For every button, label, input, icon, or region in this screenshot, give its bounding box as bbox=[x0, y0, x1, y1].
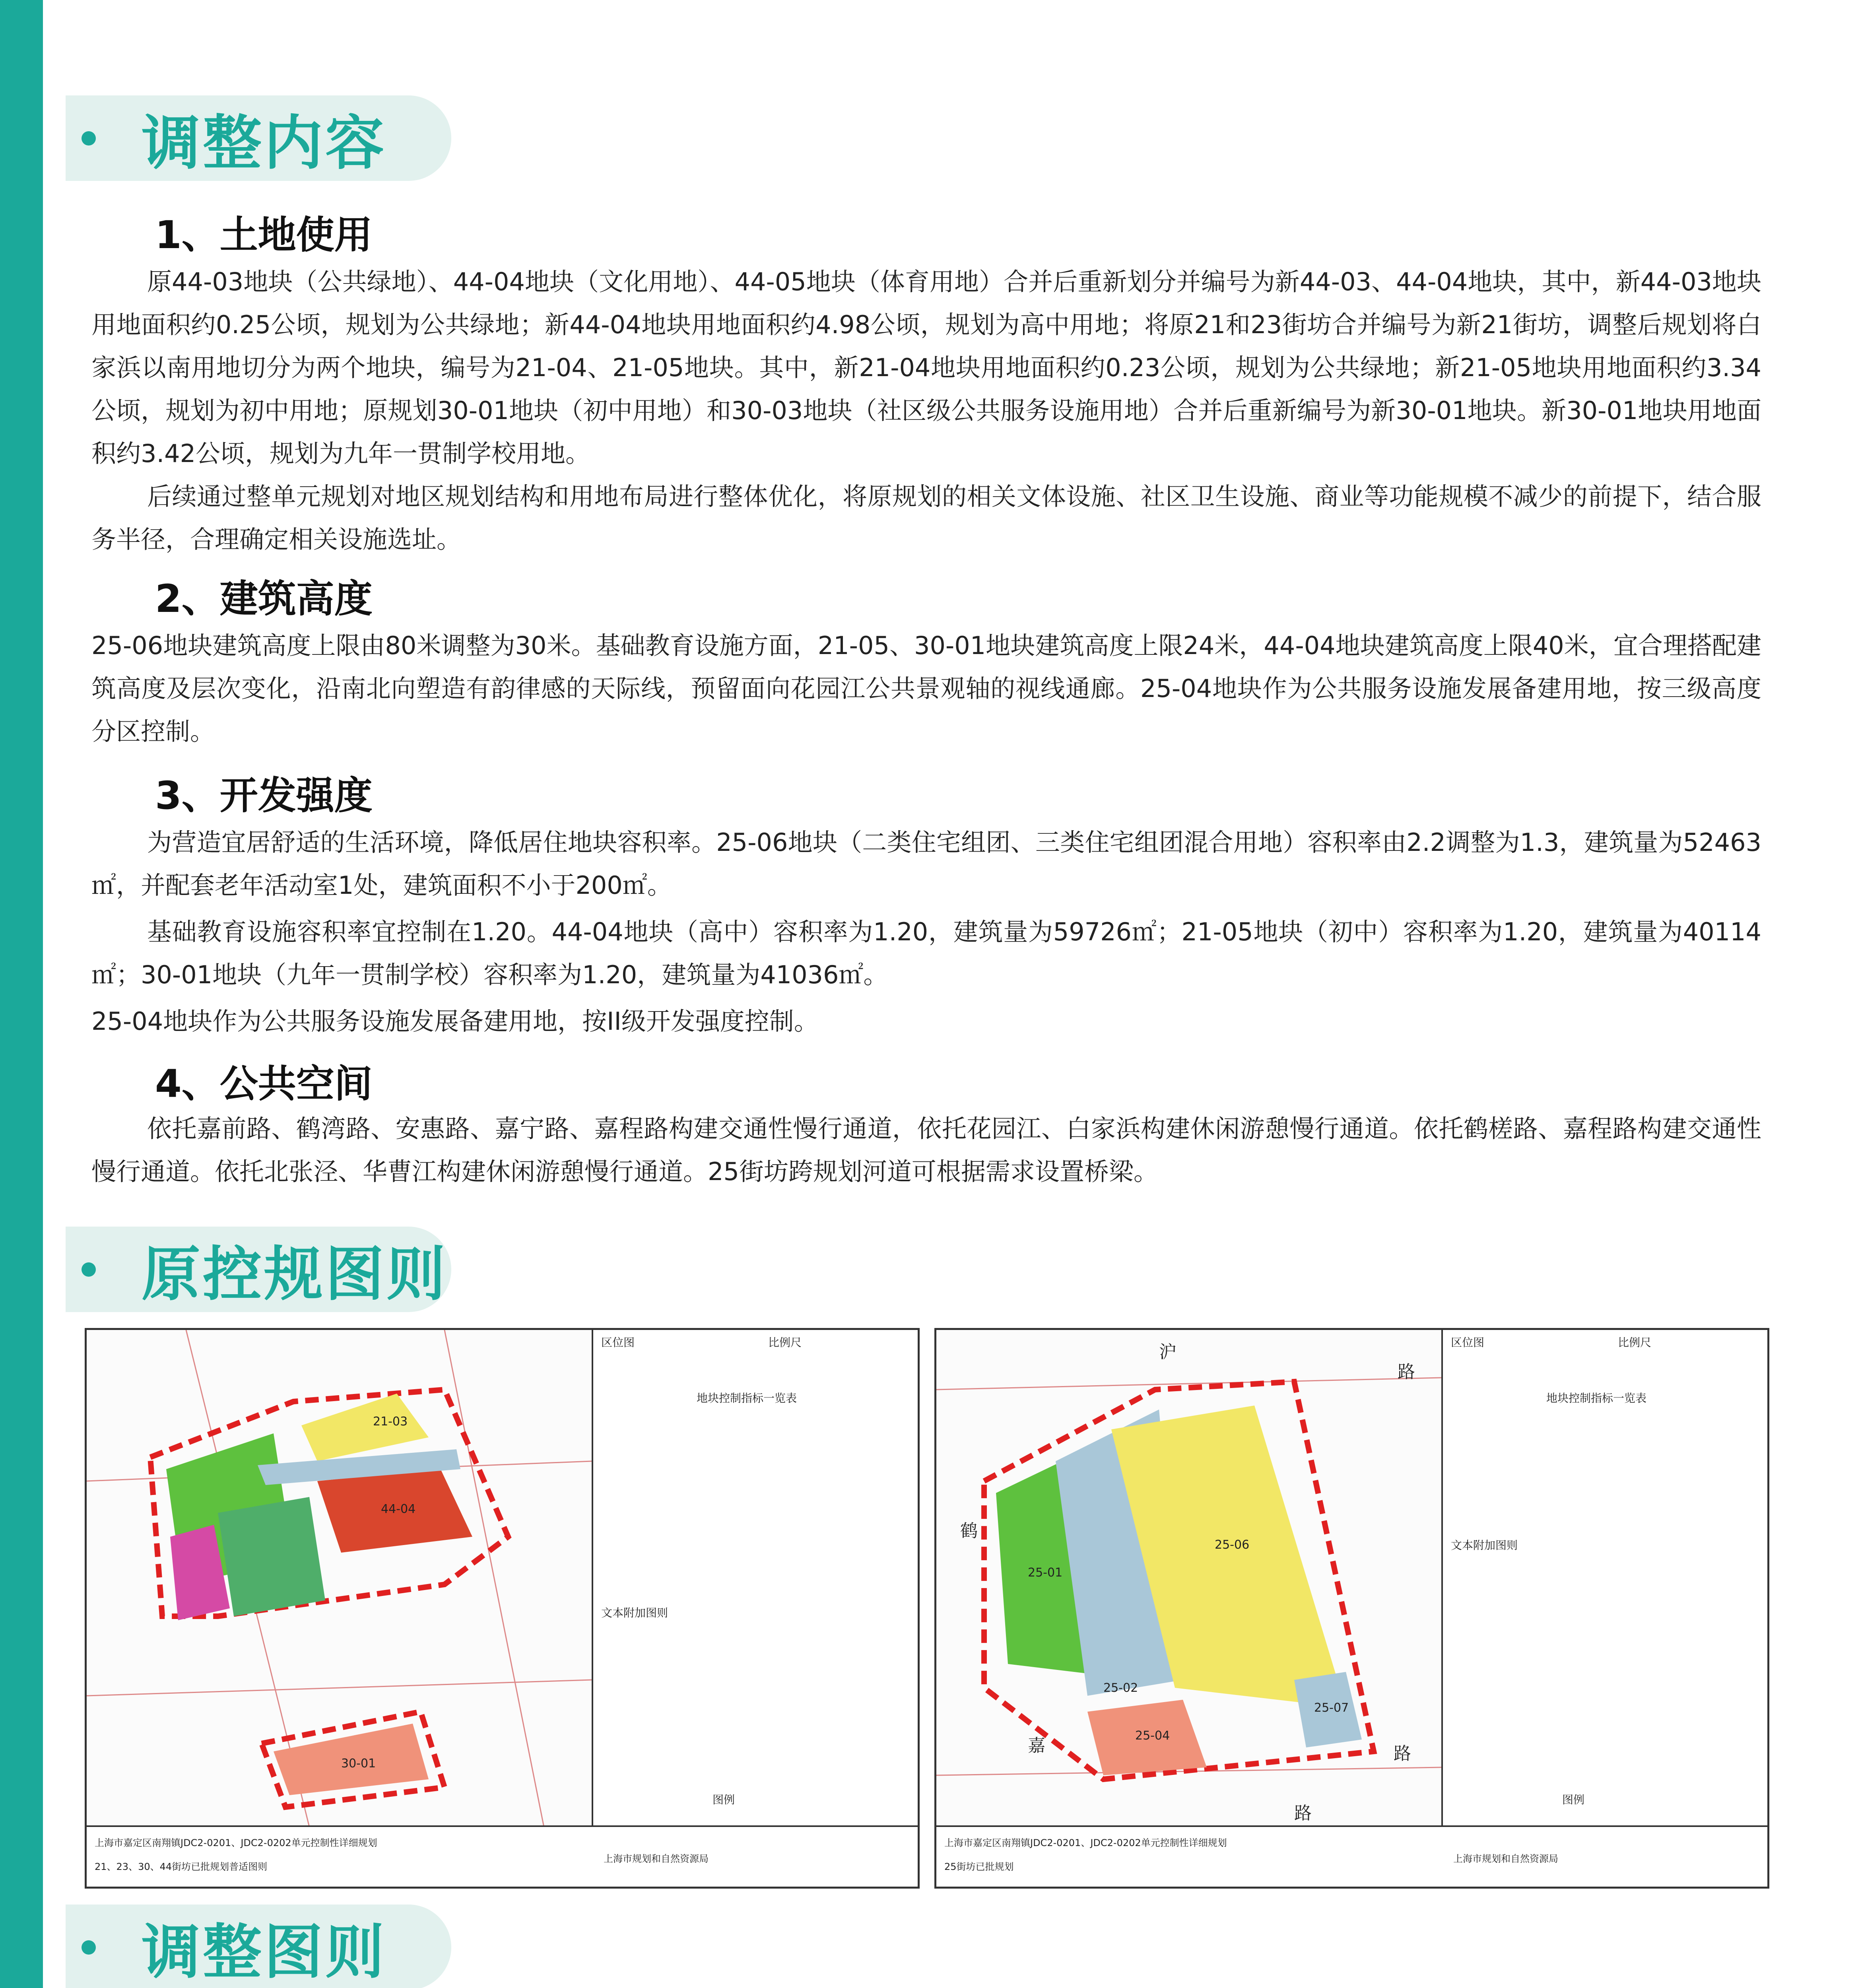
plot-label: 44-04 bbox=[381, 1502, 416, 1516]
road-label: 路 bbox=[1294, 1803, 1312, 1823]
legend-label: 图例 bbox=[713, 1793, 735, 1806]
heading-public-space: 4、公共空间 bbox=[155, 1062, 373, 1106]
section-title: 原控规图则 bbox=[142, 1240, 448, 1309]
index-table-panel bbox=[592, 1330, 919, 1827]
section-title: 调整内容 bbox=[142, 109, 386, 177]
paragraph-land-use: 原44-03地块（公共绿地）、44-04地块（文化用地）、44-05地块（体育用地）合并后重新划分并编号为新44-03、44-04地块，其中，新44-03地块用地面积约0.25公顷，规划为公共绿地；新44-04地块用地面积约4.98公顷，规划为高中用地；将原21和23街坊合并编号为新21街坊，调整后规划将白家浜以南用地切分为两个地块，编号为21-04、21-05地块。其中，新21-04地块用地面积约0.23公顷，规划为公共绿地；新21-05地块用地面积约3.34公顷，规划为初中用地；原规划30-01地块（初中用地）和30-03地块（社区级公共服务设施用地）合并后重新编号为新30-01地块。新30-01地块用地面积约3.42公顷，规划为九年一贯制学校用地。 bbox=[91, 267, 1761, 468]
road-label: 鹤 bbox=[960, 1521, 978, 1541]
location-map-label: 区位图 bbox=[1451, 1336, 1485, 1349]
plot-label: 25-02 bbox=[1103, 1681, 1138, 1695]
bullet-dot-icon bbox=[82, 131, 96, 146]
map-subtitle: 25街坊已批规划 bbox=[944, 1861, 1014, 1872]
org-name: 上海市规划和自然资源局 bbox=[1453, 1853, 1558, 1864]
section-header-adjust-content bbox=[66, 95, 451, 181]
road-label: 路 bbox=[1394, 1743, 1411, 1764]
side-accent-bar bbox=[0, 0, 43, 1988]
title-block bbox=[936, 1825, 1767, 1887]
road-label: 嘉 bbox=[1028, 1736, 1045, 1756]
road-label: 路 bbox=[1398, 1362, 1415, 1382]
paragraph-building-height: 25-06地块建筑高度上限由80米调整为30米。基础教育设施方面，21-05、30-01地块建筑高度上限24米，44-04地块建筑高度上限40米，宜合理搭配建筑高度及层次变化，沿南北向塑造有韵律感的天际线，预留面向花园江公共景观轴的视线通廊。25-04地块作为公共服务设施发展备建用地，按三级高度分区控制。 bbox=[91, 631, 1761, 746]
index-table-panel bbox=[1441, 1330, 1769, 1827]
road-label: 沪 bbox=[1159, 1342, 1177, 1362]
location-map-label: 区位图 bbox=[601, 1336, 635, 1349]
plot-label: 25-06 bbox=[1215, 1538, 1250, 1552]
plot-label: 21-03 bbox=[373, 1415, 408, 1429]
title-block bbox=[87, 1825, 918, 1887]
heading-development-intensity: 3、开发强度 bbox=[155, 773, 373, 818]
paragraph-intensity-1: 为营造宜居舒适的生活环境，降低居住地块容积率。25-06地块（二类住宅组团、三类住宅组团混合用地）容积率由2.2调整为1.3，建筑量为52463㎡，并配套老年活动室1处，建筑面积不小于200㎡。 bbox=[91, 828, 1761, 900]
bullet-dot-icon bbox=[82, 1940, 96, 1955]
heading-building-height: 2、建筑高度 bbox=[155, 577, 373, 621]
notes-label: 文本附加图则 bbox=[1451, 1539, 1518, 1552]
scale-label: 比例尺 bbox=[768, 1336, 802, 1349]
paragraph-intensity-2: 基础教育设施容积率宜控制在1.20。44-04地块（高中）容积率为1.20，建筑量为59726㎡；21-05地块（初中）容积率为1.20，建筑量为40114㎡；30-01地块（九年一贯制学校）容积率为1.20，建筑量为41036㎡。 bbox=[91, 917, 1761, 989]
heading-land-use: 1、土地使用 bbox=[155, 213, 373, 257]
map-title: 上海市嘉定区南翔镇JDC2-0201、JDC2-0202单元控制性详细规划 bbox=[95, 1837, 377, 1848]
paragraph-public-space: 依托嘉前路、鹤湾路、安惠路、嘉宁路、嘉程路构建交通性慢行通道，依托花园江、白家浜构建休闲游憩慢行通道。依托鹤槎路、嘉程路构建交通性慢行通道。依托北张泾、华曹江构建休闲游憩慢行通道。25街坊跨规划河道可根据需求设置桥梁。 bbox=[91, 1114, 1761, 1186]
notes-label: 文本附加图则 bbox=[601, 1606, 668, 1619]
map-original-25 bbox=[934, 1328, 1769, 1889]
plot-label: 25-04 bbox=[1135, 1729, 1170, 1743]
plot-label: 25-01 bbox=[1028, 1566, 1063, 1580]
table-title: 地块控制指标一览表 bbox=[697, 1392, 797, 1405]
map-title: 上海市嘉定区南翔镇JDC2-0201、JDC2-0202单元控制性详细规划 bbox=[944, 1837, 1227, 1848]
section-header-original-plan bbox=[66, 1227, 451, 1312]
section-title: 调整图则 bbox=[142, 1918, 386, 1986]
plot-label: 30-01 bbox=[341, 1757, 376, 1771]
legend-label: 图例 bbox=[1562, 1793, 1585, 1806]
plot-label: 25-07 bbox=[1314, 1701, 1349, 1715]
org-name: 上海市规划和自然资源局 bbox=[604, 1853, 709, 1864]
map-original-21-23-30-44 bbox=[85, 1328, 920, 1889]
paragraph-followup: 后续通过整单元规划对地区规划结构和用地布局进行整体优化，将原规划的相关文体设施、社区卫生设施、商业等功能规模不减少的前提下，结合服务半径，合理确定相关设施选址。 bbox=[91, 482, 1761, 554]
bullet-dot-icon bbox=[82, 1262, 96, 1277]
map-subtitle: 21、23、30、44街坊已批规划普适图则 bbox=[95, 1861, 268, 1872]
section-header-adjusted-plan bbox=[66, 1905, 451, 1988]
paragraph-intensity-3: 25-04地块作为公共服务设施发展备建用地，按II级开发强度控制。 bbox=[91, 1007, 819, 1036]
scale-label: 比例尺 bbox=[1618, 1336, 1652, 1349]
table-title: 地块控制指标一览表 bbox=[1546, 1392, 1647, 1405]
